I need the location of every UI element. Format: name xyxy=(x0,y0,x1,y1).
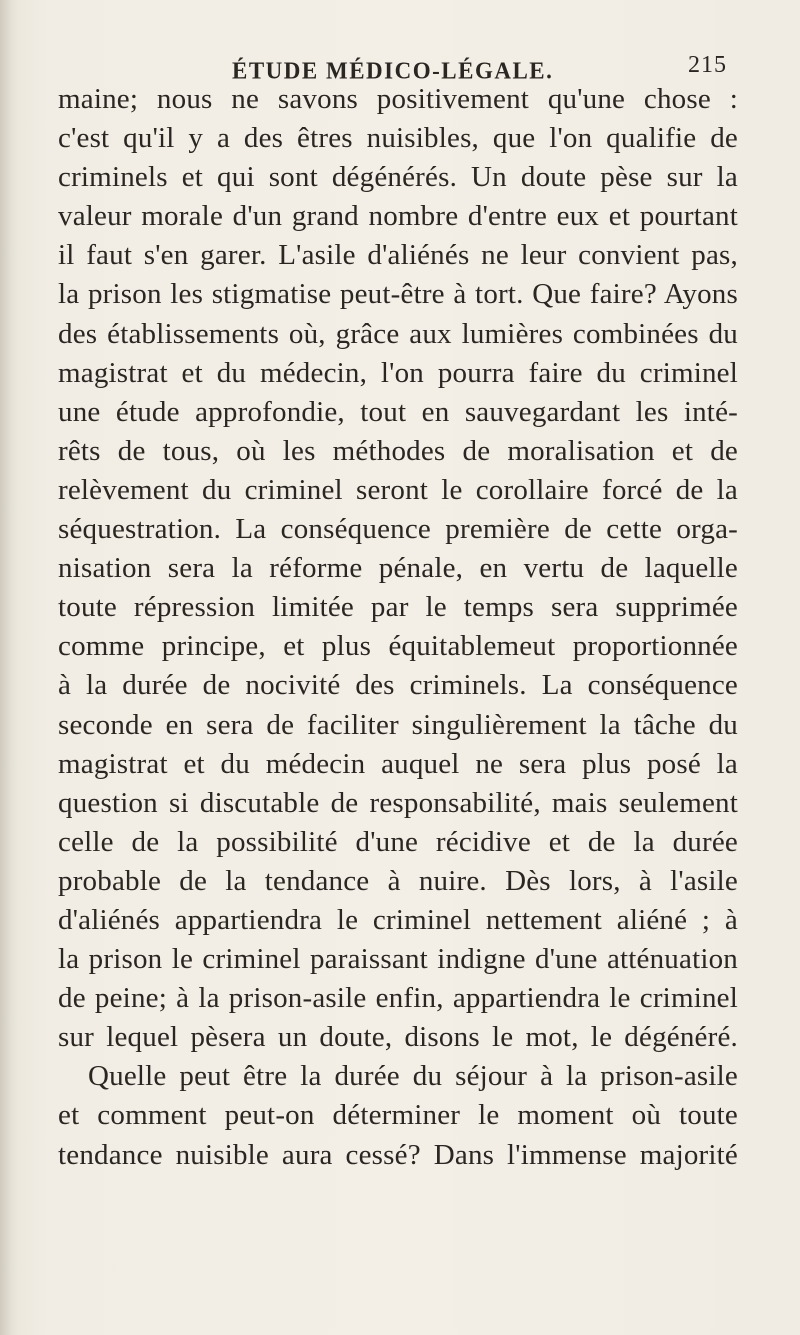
page-gutter-shadow xyxy=(0,0,18,1335)
text-line: relèvement du criminel seront le corollaire forcé de la xyxy=(58,473,738,506)
text-line: séquestration. La conséquence première de cette orga- xyxy=(58,513,738,546)
text-line: de peine; à la prison-asile enfin, appartiendra le criminel xyxy=(58,982,738,1015)
text-line: tendance nuisible aura cessé? Dans l'immense majorité xyxy=(58,1138,738,1171)
text-line: des établissements où, grâce aux lumières combinées du xyxy=(58,317,738,350)
text-line: probable de la tendance à nuire. Dès lors, à l'asile xyxy=(58,864,738,897)
text-line: magistrat et du médecin, l'on pourra faire du criminel xyxy=(58,356,738,389)
text-line: comme principe, et plus équitablemeut proportionnée xyxy=(58,630,738,663)
text-line: magistrat et du médecin auquel ne sera plus posé la xyxy=(58,747,738,780)
text-line: la prison les stigmatise peut-être à tort. Que faire? Ayons xyxy=(58,278,738,311)
text-line: maine; nous ne savons positivement qu'une chose : xyxy=(58,83,738,115)
text-line: valeur morale d'un grand nombre d'entre eux et pourtant xyxy=(58,200,738,233)
text-line: question si discutable de responsabilité, mais seulement xyxy=(58,786,738,819)
text-line: criminels et qui sont dégénérés. Un doute pèse sur la xyxy=(58,161,738,194)
page-number: 215 xyxy=(688,52,727,78)
text-line: celle de la possibilité d'une récidive et de la durée xyxy=(58,825,738,858)
text-line: d'aliénés appartiendra le criminel nettement aliéné ; à xyxy=(58,903,738,936)
body-text xyxy=(58,80,738,1175)
paragraph-start-line: Quelle peut être la durée du séjour à la prison-asile xyxy=(88,1060,738,1093)
text-line: une étude approfondie, tout en sauvegardant les inté- xyxy=(58,395,738,428)
text-line: et comment peut-on déterminer le moment où toute xyxy=(58,1099,738,1132)
text-line: sur lequel pèsera un doute, disons le mot, le dégénéré. xyxy=(58,1021,738,1054)
text-line: rêts de tous, où les méthodes de moralisation et de xyxy=(58,434,738,467)
text-line: seconde en sera de faciliter singulièrement la tâche du xyxy=(58,708,738,741)
text-line: c'est qu'il y a des êtres nuisibles, que l'on qualifie de xyxy=(58,122,738,155)
text-line: la prison le criminel paraissant indigne d'une atténuation xyxy=(58,943,738,976)
text-line: à la durée de nocivité des criminels. La conséquence xyxy=(58,669,738,702)
running-head: ÉTUDE MÉDICO-LÉGALE. xyxy=(232,57,554,84)
text-line: il faut s'en garer. L'asile d'aliénés ne leur convient pas, xyxy=(58,239,738,272)
text-line: nisation sera la réforme pénale, en vertu de laquelle xyxy=(58,552,738,585)
text-line: toute répression limitée par le temps sera supprimée xyxy=(58,591,738,624)
